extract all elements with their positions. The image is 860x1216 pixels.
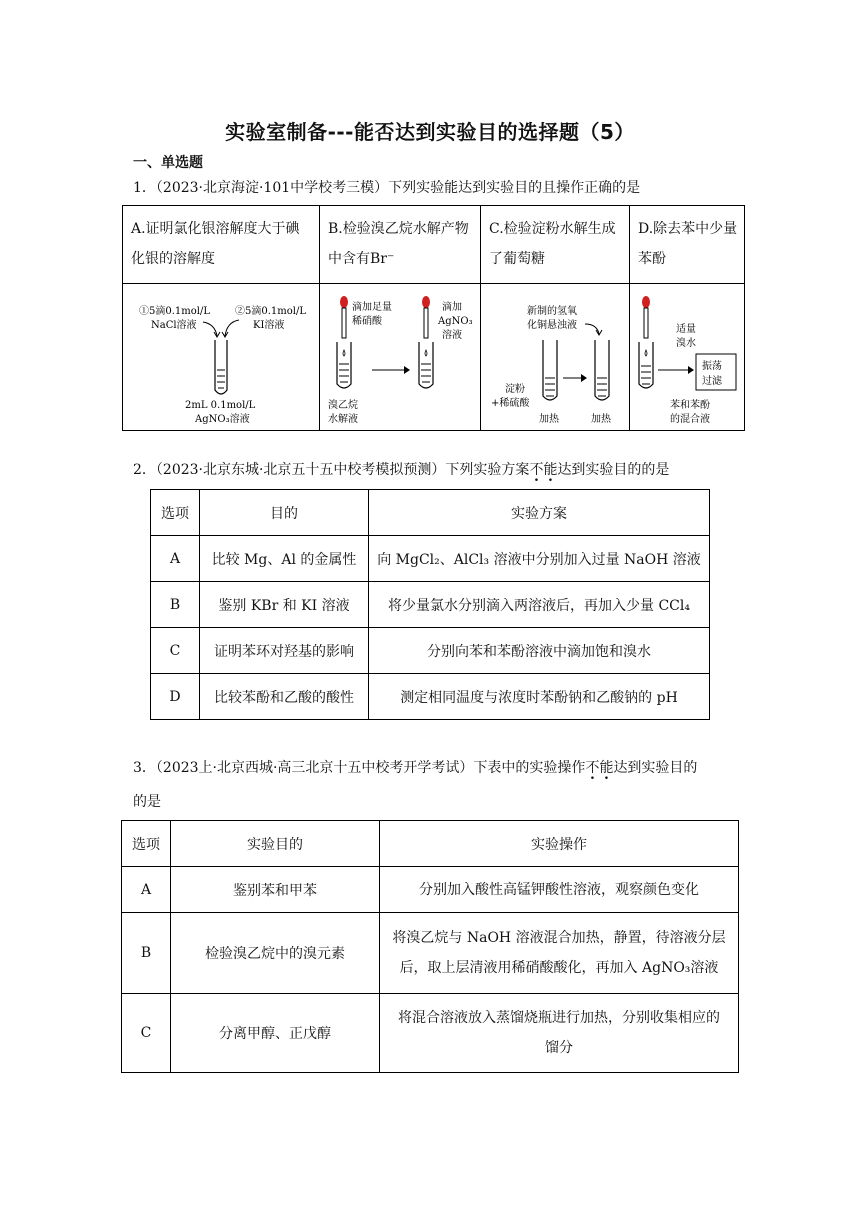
fig-d-label-1: 适量 xyxy=(676,324,696,335)
q1-option-c: C.检验淀粉水解生成了葡萄糖 xyxy=(481,206,630,284)
header-cell: 选项 xyxy=(151,490,200,536)
option-cell: D xyxy=(151,674,200,720)
plan-line: 分别加入酸性高锰钾酸性溶液，观察颜色变化 xyxy=(419,881,699,898)
fig-c-label-2: 化铜悬浊液 xyxy=(527,320,577,331)
header-cell: 选项 xyxy=(122,821,171,867)
fig-b-label-7: 水解液 xyxy=(328,414,358,425)
table-header-row xyxy=(151,490,710,536)
header-cell: 实验操作 xyxy=(380,821,739,867)
goal-cell: 比较 Mg、Al 的金属性 xyxy=(200,536,369,582)
dropper-icon xyxy=(424,308,428,338)
page-title: 实验室制备---能否达到实验目的选择题（5） xyxy=(225,120,635,144)
goal-cell: 检验溴乙烷中的溴元素 xyxy=(171,913,380,994)
question-3-stem-continued: 的是 xyxy=(133,794,161,810)
goal-cell: 证明苯环对羟基的影响 xyxy=(200,628,369,674)
plan-line: 馏分 xyxy=(545,1040,573,1056)
test-tube-icon xyxy=(543,340,557,400)
apparatus-diagram-d xyxy=(630,284,744,426)
test-tube-icon xyxy=(337,342,351,388)
option-cell: A xyxy=(122,867,171,913)
fig-c-label-4: +稀硫酸 xyxy=(491,398,530,409)
q2-stem-emphasis-2: 能 xyxy=(543,462,558,478)
q3-stem-part-2: 达到实验目的 xyxy=(613,760,698,776)
fig-a-label-right-2: KI溶液 xyxy=(253,320,285,331)
q1-figure-b xyxy=(320,284,481,431)
section-heading: 一、单选题 xyxy=(133,155,203,171)
plan-cell xyxy=(380,994,739,1073)
table-row xyxy=(151,582,710,628)
table-row xyxy=(151,674,710,720)
fig-c-label-1: 新制的氢氧 xyxy=(527,306,577,317)
plan-cell: 测定相同温度与浓度时苯酚钠和乙酸钠的 pH xyxy=(369,674,710,720)
test-tube-diagram-b xyxy=(320,284,480,426)
table-row xyxy=(151,536,710,582)
goal-cell: 比较苯酚和乙酸的酸性 xyxy=(200,674,369,720)
fig-c-label-3: 淀粉 xyxy=(505,384,525,395)
q1-option-d: D.除去苯中少量苯酚 xyxy=(630,206,745,284)
plan-cell xyxy=(380,867,739,913)
plan-line: 后，取上层清液用稀硝酸酸化，再加入 AgNO₃溶液 xyxy=(399,960,719,976)
option-cell: B xyxy=(151,582,200,628)
fig-d-label-3: 苯和苯酚 xyxy=(670,400,710,411)
test-tube-icon xyxy=(595,340,609,400)
plan-cell xyxy=(380,913,739,994)
q3-stem-emphasis-1: 不 xyxy=(585,760,600,776)
fig-b-label-5: 溶液 xyxy=(442,330,462,341)
question-2-stem xyxy=(133,460,669,480)
question-2-table xyxy=(150,489,710,720)
goal-cell: 鉴别 KBr 和 KI 溶液 xyxy=(200,582,369,628)
dropper-bulb-icon xyxy=(642,296,650,308)
q1-option-a: A.证明氯化银溶解度大于碘化银的溶解度 xyxy=(123,206,320,284)
option-cell: C xyxy=(122,994,171,1073)
option-cell: C xyxy=(151,628,200,674)
table-row xyxy=(122,913,739,994)
q1-figure-a xyxy=(123,284,320,431)
fig-a-label-right-1: ②5滴0.1mol/L xyxy=(235,306,306,317)
fig-c-label-6: 加热 xyxy=(591,414,611,425)
goal-cell: 鉴别苯和甲苯 xyxy=(171,867,380,913)
table-header-row xyxy=(122,821,739,867)
question-1-stem: 1．（2023·北京海淀·101中学校考三模）下列实验能达到实验目的且操作正确的是 xyxy=(133,180,641,196)
plan-cell: 分别向苯和苯酚溶液中滴加饱和溴水 xyxy=(369,628,710,674)
question-3-stem xyxy=(133,758,697,778)
fig-b-label-4: AgNO₃ xyxy=(438,316,473,327)
question-1-table xyxy=(122,205,745,431)
test-tube-icon xyxy=(419,342,433,388)
header-cell: 实验方案 xyxy=(369,490,710,536)
test-tube-diagram-a xyxy=(123,284,319,426)
fig-a-label-bottom-2: AgNO₃溶液 xyxy=(195,414,250,425)
dropper-bulb-icon xyxy=(340,296,348,308)
test-tube-icon xyxy=(639,342,653,388)
q1-figure-d xyxy=(630,284,745,431)
table-row xyxy=(151,628,710,674)
plan-line: 将溴乙烷与 NaOH 溶液混合加热，静置，待溶液分层 xyxy=(392,930,726,946)
fig-b-label-6: 溴乙烷 xyxy=(328,400,358,411)
question-3-table xyxy=(121,820,739,1073)
table-row xyxy=(122,867,739,913)
fig-c-label-5: 加热 xyxy=(539,414,559,425)
q2-stem-part-2: 达到实验目的的是 xyxy=(557,462,670,478)
table-row xyxy=(122,994,739,1073)
fig-a-label-left-2: NaCl溶液 xyxy=(151,320,197,331)
fig-b-label-3: 滴加 xyxy=(442,302,462,313)
option-cell: B xyxy=(122,913,171,994)
dropper-icon xyxy=(644,308,648,338)
test-tube-icon xyxy=(215,340,227,394)
dropper-icon xyxy=(342,308,346,338)
plan-cell: 将少量氯水分别滴入两溶液后，再加入少量 CCl₄ xyxy=(369,582,710,628)
q2-stem-part-1: 2．（2023·北京东城·北京五十五中校考模拟预测）下列实验方案 xyxy=(133,462,530,478)
header-cell: 目的 xyxy=(200,490,369,536)
fig-b-label-1: 滴加足量 xyxy=(352,302,392,313)
q3-stem-part-1: 3．（2023上·北京西城·高三北京十五中校考开学考试）下表中的实验操作 xyxy=(133,760,586,776)
fig-d-label-4: 的混合液 xyxy=(670,414,710,425)
q1-figure-c xyxy=(481,284,630,431)
fig-d-box-label-1: 振荡 xyxy=(702,361,722,372)
q2-stem-emphasis-1: 不 xyxy=(529,462,544,478)
header-cell: 实验目的 xyxy=(171,821,380,867)
fig-a-label-bottom-1: 2mL 0.1mol/L xyxy=(185,400,256,411)
fig-d-box-label-2: 过滤 xyxy=(702,376,722,387)
dropper-bulb-icon xyxy=(422,296,430,308)
goal-cell: 分离甲醇、正戊醇 xyxy=(171,994,380,1073)
plan-cell: 向 MgCl₂、AlCl₃ 溶液中分别加入过量 NaOH 溶液 xyxy=(369,536,710,582)
fig-a-label-left-1: ①5滴0.1mol/L xyxy=(139,306,210,317)
q1-option-b: B.检验溴乙烷水解产物中含有Br⁻ xyxy=(320,206,481,284)
fig-d-label-2: 溴水 xyxy=(676,338,696,349)
plan-line: 将混合溶液放入蒸馏烧瓶进行加热，分别收集相应的 xyxy=(398,1010,720,1026)
option-cell: A xyxy=(151,536,200,582)
q3-stem-emphasis-2: 能 xyxy=(599,760,614,776)
fig-b-label-2: 稀硝酸 xyxy=(352,316,382,327)
test-tube-diagram-c xyxy=(481,284,629,426)
